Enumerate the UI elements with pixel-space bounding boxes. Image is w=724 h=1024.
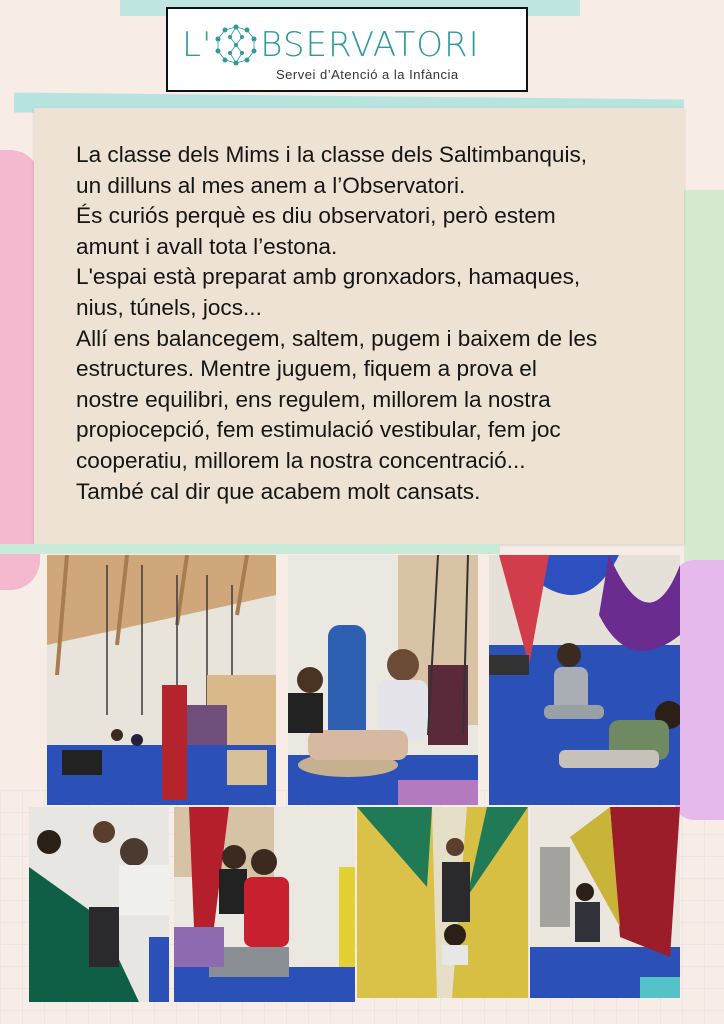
room-overview-photo: [47, 555, 276, 805]
logo: [182, 23, 480, 67]
yellow-tunnel-photo: [357, 807, 528, 998]
logo-subtitle: Servei d’Atenció a la Infància: [276, 67, 459, 82]
description-line: un dilluns al mes anem a l’Observatori.: [76, 172, 466, 198]
description-line: L'espai està preparat amb gronxadors, hamaques,: [76, 264, 581, 290]
hammock-floor-photo: [489, 555, 680, 805]
logo-ring-icon: [214, 23, 258, 67]
description-line: Allí ens balancegem, saltem, pugem i baixem de les: [76, 325, 598, 351]
logo-box: [166, 7, 528, 92]
description-line: amunt i avall tota l’estona.: [76, 233, 338, 259]
red-hammock-climb-photo: [530, 807, 680, 998]
text-card: [34, 108, 684, 544]
decor-tape-bottom: [0, 544, 500, 554]
description-line: estructures. Mentre juguem, fiquem a prova el: [76, 356, 537, 382]
description-line: També cal dir que acabem molt cansats.: [76, 478, 481, 504]
punching-bag-swing-photo: [288, 555, 478, 805]
description-line: nius, túnels, jocs...: [76, 294, 262, 320]
description-line: La classe dels Mims i la classe dels Saltimbanquis,: [76, 142, 588, 167]
description-line: És curiós perquè es diu observatori, però estem: [76, 203, 556, 229]
green-hammock-photo: [29, 807, 169, 1002]
description-line: cooperatiu, millorem la nostra concentració...: [76, 447, 526, 473]
decor-green-shape: [684, 190, 724, 570]
red-swing-photo: [174, 807, 355, 1002]
decor-lilac-shape: [674, 560, 724, 820]
logo-wordmark: BSERVATORI: [260, 25, 480, 65]
logo-prefix: L': [182, 25, 213, 65]
description-paragraph: [76, 140, 676, 507]
description-line: propiocepció, fem estimulació vestibular, fem joc: [76, 417, 561, 443]
description-line: nostre equilibri, ens regulem, millorem la nostra: [76, 386, 551, 412]
